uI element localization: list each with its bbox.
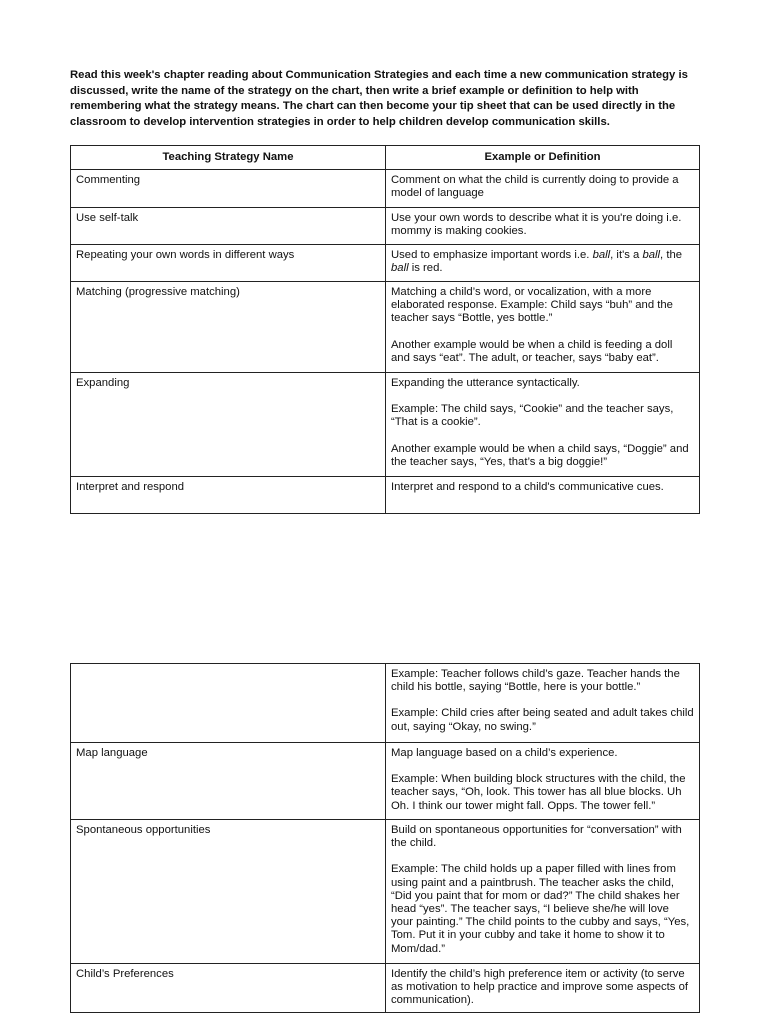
definition-cell [386,743,700,820]
strategy-name-cell: Spontaneous opportunities [71,820,386,964]
definition-text: Another example would be when a child is feeding a doll and says “eat”. The adult, or teacher, says “baby eat”. [391,338,673,364]
table-row [71,964,700,1013]
definition-text-part: is red. [408,262,443,275]
strategy-name-cell: Expanding [71,373,386,477]
strategy-table-continued [70,663,700,1013]
strategy-name-cell: Repeating your own words in different ways [71,245,386,282]
strategy-name-cell: Interpret and respond [71,477,386,514]
table-row [71,245,700,282]
definition-text-part: Used to emphasize important words i.e. [391,249,593,261]
definition-text: Matching a child’s word, or vocalization, with a more elaborated response. Example: Child says “buh” and the teacher says “Bottle, yes bottle.” [391,286,673,325]
emphasized-word: ball [391,262,409,275]
definition-cell [386,373,700,477]
column-header-example-definition: Example or Definition [386,146,700,170]
emphasized-word: ball [642,249,661,261]
strategy-name-cell [71,664,386,743]
definition-text: Comment on what the child is currently doing to provide a model of language [391,174,679,200]
definition-text: Build on spontaneous opportunities for “conversation” with the child. [391,824,682,850]
definition-text: Map language based on a child’s experience. [391,747,618,759]
strategy-name-cell: Child’s Preferences [71,964,386,1013]
definition-text: Identify the child’s high preference item or activity (to serve as motivation to help practice and improve some aspects of communication). [391,968,689,1007]
definition-text: Example: Child cries after being seated and adult takes child out, saying “Okay, no swing.” [391,707,694,733]
definition-text: Example: The child says, “Cookie” and the teacher says, “That is a cookie”. [391,403,674,429]
definition-cell [386,820,700,964]
definition-text: Use your own words to describe what it is you're doing i.e. mommy is making cookies. [391,212,682,238]
strategy-name-cell: Commenting [71,170,386,208]
definition-cell [386,282,700,373]
table-row [71,170,700,208]
table-row [71,664,700,743]
definition-text: Example: Teacher follows child’s gaze. Teacher hands the child his bottle, saying “Bottle, here is your bottle.” [391,668,680,694]
definition-text: Interpret and respond to a child's communicative cues. [391,481,664,493]
column-header-strategy-name: Teaching Strategy Name [71,146,386,170]
definition-text: Expanding the utterance syntactically. [391,377,580,389]
definition-cell [386,964,700,1013]
strategy-name-cell: Use self-talk [71,208,386,245]
table-row [71,282,700,373]
strategy-name-cell: Map language [71,743,386,820]
definition-text: Example: The child holds up a paper filled with lines from using paint and a paintbrush. The teacher asks the child, “Did you paint that for mom or dad?” The child shakes her head “yes”. The teacher says, “I believe she/he will love your painting.” The child points to the cubby and says, “Yes, Tom. Put it in your cubby and take it home to show it to Mom/dad.” [391,863,690,955]
strategy-table [70,145,700,514]
definition-cell [386,664,700,743]
definition-text-part: , it's a [610,249,643,261]
emphasized-word: ball [592,249,611,261]
definition-text: Example: When building block structures with the child, the teacher says, “Oh, look. This tower has all blue blocks. Uh Oh. I think our tower might fall. Opps. The tower fell.” [391,773,686,812]
definition-cell [386,245,700,282]
definition-text: Another example would be when a child says, “Doggie” and the teacher says, “Yes, that’s a big doggie!” [391,442,689,468]
definition-cell [386,170,700,208]
strategy-name-cell: Matching (progressive matching) [71,282,386,373]
instructions-paragraph: Read this week's chapter reading about Communication Strategies and each time a new communication strategy is discussed, write the name of the strategy on the chart, then write a brief example or definition to help with remembering what the strategy means. The chart can then become your tip sheet that can be used directly in the classroom to develop intervention strategies in order to help children develop communication skills. [70,69,688,128]
definition-cell [386,208,700,245]
table-header-row [71,146,700,170]
table-row [71,820,700,964]
definition-cell [386,477,700,514]
definition-text-part: , the [660,249,683,261]
table-row [71,477,700,514]
table-row [71,373,700,477]
table-row [71,743,700,820]
definition-text [391,249,694,275]
table-row [71,208,700,245]
